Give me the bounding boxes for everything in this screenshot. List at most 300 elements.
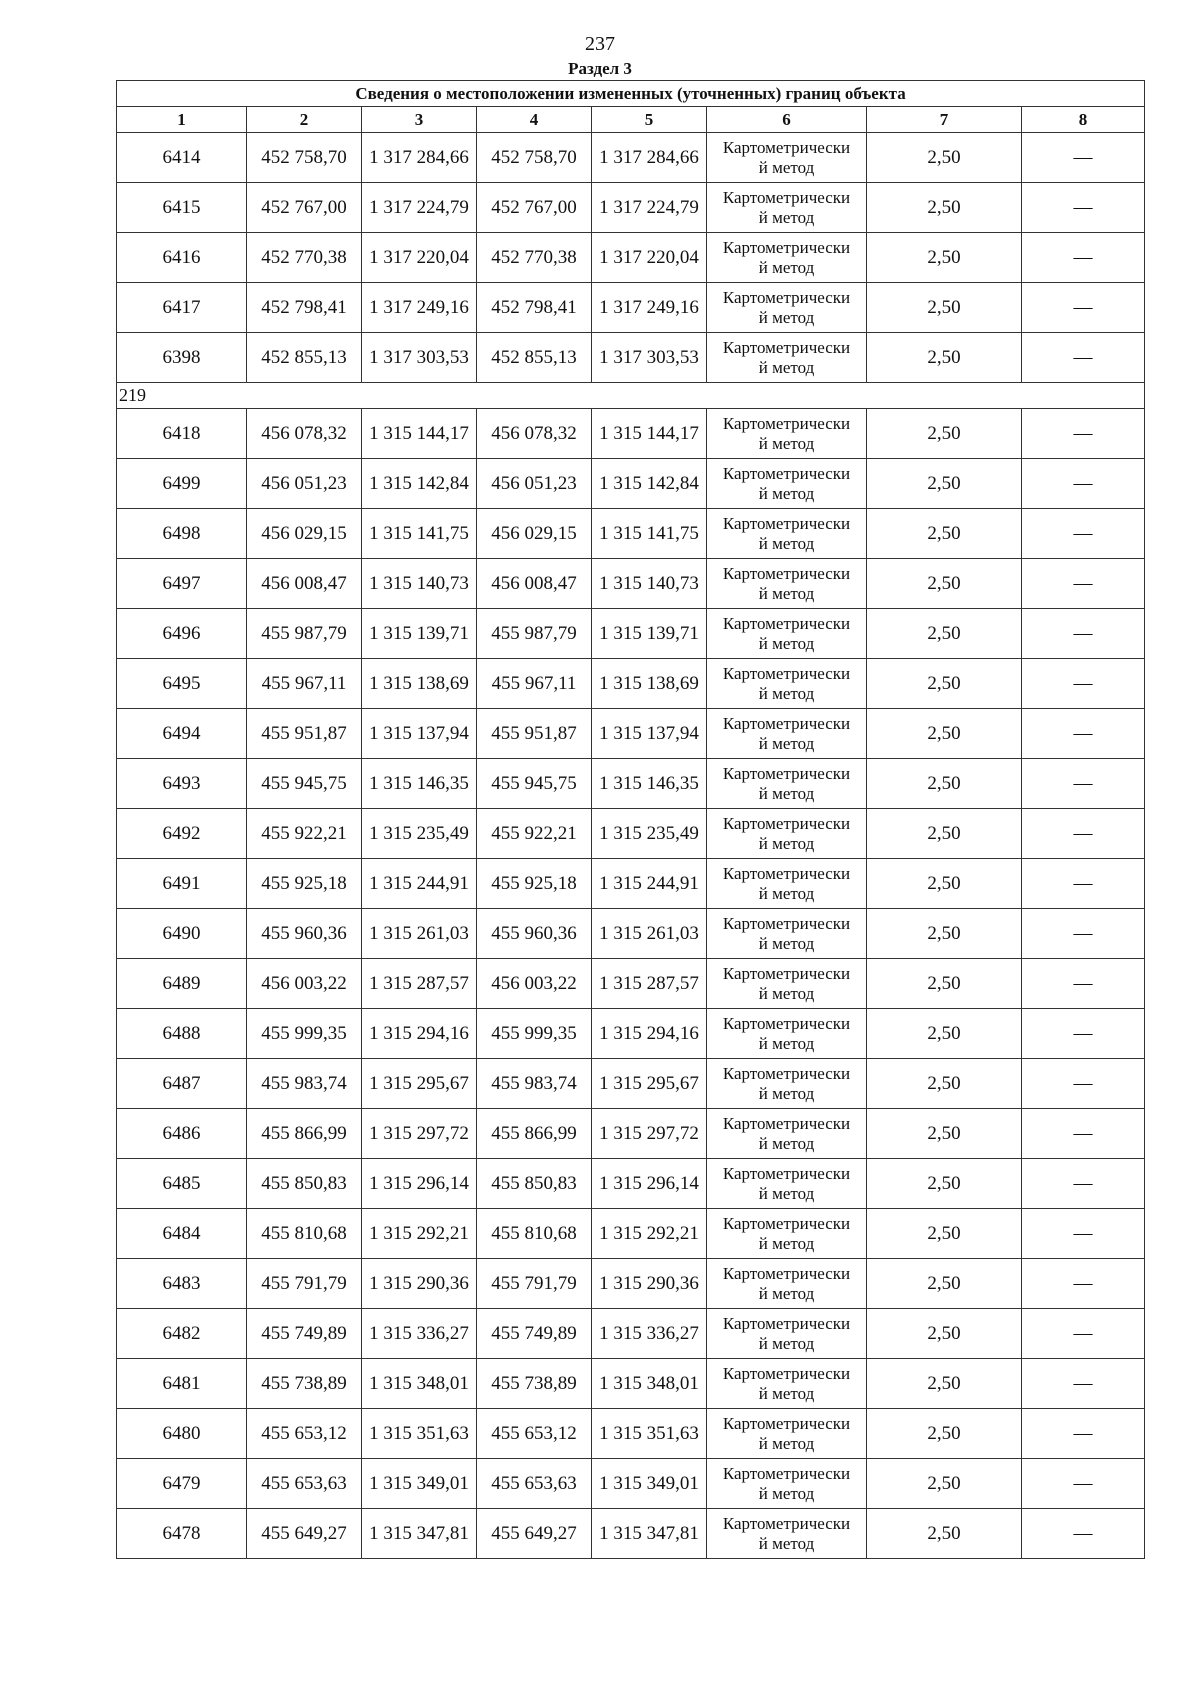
method-cell [707, 1509, 867, 1559]
x-new-cell: 456 008,47 [477, 559, 592, 609]
method-cell [707, 1259, 867, 1309]
method-text-line1: Картометрически [722, 1213, 851, 1233]
method-text-line1: Картометрически [722, 813, 851, 833]
method-cell [707, 1359, 867, 1409]
y-new-cell: 1 315 336,27 [592, 1309, 707, 1359]
method-text-line2: й метод [758, 1033, 815, 1053]
y-old-cell: 1 315 295,67 [362, 1059, 477, 1109]
method-text-line2: й метод [758, 683, 815, 703]
x-new-cell: 455 866,99 [477, 1109, 592, 1159]
description-cell: — [1022, 283, 1145, 333]
y-old-cell: 1 315 146,35 [362, 759, 477, 809]
page-number: 237 [585, 33, 615, 55]
precision-cell: 2,50 [867, 959, 1022, 1009]
method-cell [707, 233, 867, 283]
point-number-cell: 6487 [117, 1059, 247, 1109]
method-cell [707, 609, 867, 659]
method-text-line1: Картометрически [722, 1263, 851, 1283]
precision-cell: 2,50 [867, 233, 1022, 283]
x-old-cell: 455 866,99 [247, 1109, 362, 1159]
method-text-line1: Картометрически [722, 237, 851, 257]
point-number-cell: 6491 [117, 859, 247, 909]
point-number-cell: 6398 [117, 333, 247, 383]
x-old-cell: 455 738,89 [247, 1359, 362, 1409]
y-old-cell: 1 315 336,27 [362, 1309, 477, 1359]
precision-cell: 2,50 [867, 1159, 1022, 1209]
x-old-cell: 452 770,38 [247, 233, 362, 283]
x-old-cell: 456 003,22 [247, 959, 362, 1009]
x-new-cell: 455 983,74 [477, 1059, 592, 1109]
x-old-cell: 455 922,21 [247, 809, 362, 859]
x-new-cell: 455 925,18 [477, 859, 592, 909]
x-old-cell: 455 987,79 [247, 609, 362, 659]
method-text-line1: Картометрически [722, 1313, 851, 1333]
x-old-cell: 455 749,89 [247, 1309, 362, 1359]
description-cell: — [1022, 333, 1145, 383]
y-old-cell: 1 315 140,73 [362, 559, 477, 609]
table-row [117, 283, 1145, 333]
method-cell [707, 183, 867, 233]
description-cell: — [1022, 759, 1145, 809]
x-new-cell: 455 810,68 [477, 1209, 592, 1259]
table-row [117, 409, 1145, 459]
x-new-cell: 456 051,23 [477, 459, 592, 509]
x-old-cell: 455 983,74 [247, 1059, 362, 1109]
y-new-cell: 1 317 249,16 [592, 283, 707, 333]
y-new-cell: 1 315 144,17 [592, 409, 707, 459]
column-header: 4 [477, 107, 592, 133]
x-old-cell: 455 653,12 [247, 1409, 362, 1459]
x-new-cell: 455 999,35 [477, 1009, 592, 1059]
table-row [117, 183, 1145, 233]
method-text-line1: Картометрически [722, 413, 851, 433]
y-new-cell: 1 315 292,21 [592, 1209, 707, 1259]
table-row [117, 609, 1145, 659]
y-new-cell: 1 317 284,66 [592, 133, 707, 183]
x-old-cell: 455 960,36 [247, 909, 362, 959]
description-cell: — [1022, 609, 1145, 659]
column-header: 5 [592, 107, 707, 133]
x-old-cell: 452 767,00 [247, 183, 362, 233]
y-old-cell: 1 315 296,14 [362, 1159, 477, 1209]
method-text-line1: Картометрически [722, 663, 851, 683]
method-text-line2: й метод [758, 983, 815, 1003]
x-new-cell: 456 029,15 [477, 509, 592, 559]
method-text-line2: й метод [758, 1283, 815, 1303]
description-cell: — [1022, 1359, 1145, 1409]
method-text-line2: й метод [758, 1083, 815, 1103]
point-number-cell: 6494 [117, 709, 247, 759]
point-number-cell: 6484 [117, 1209, 247, 1259]
description-cell: — [1022, 1159, 1145, 1209]
y-new-cell: 1 315 139,71 [592, 609, 707, 659]
method-cell [707, 1109, 867, 1159]
point-number-cell: 6497 [117, 559, 247, 609]
y-old-cell: 1 315 142,84 [362, 459, 477, 509]
precision-cell: 2,50 [867, 1459, 1022, 1509]
x-new-cell: 455 922,21 [477, 809, 592, 859]
y-new-cell: 1 315 137,94 [592, 709, 707, 759]
description-cell: — [1022, 1459, 1145, 1509]
x-old-cell: 456 051,23 [247, 459, 362, 509]
y-old-cell: 1 315 287,57 [362, 959, 477, 1009]
y-old-cell: 1 315 144,17 [362, 409, 477, 459]
method-text-line2: й метод [758, 883, 815, 903]
method-text-line1: Картометрически [722, 287, 851, 307]
point-number-cell: 6498 [117, 509, 247, 559]
x-old-cell: 452 798,41 [247, 283, 362, 333]
point-number-cell: 6417 [117, 283, 247, 333]
point-number-cell: 6496 [117, 609, 247, 659]
x-new-cell: 452 758,70 [477, 133, 592, 183]
y-old-cell: 1 317 249,16 [362, 283, 477, 333]
y-old-cell: 1 315 138,69 [362, 659, 477, 709]
y-old-cell: 1 315 297,72 [362, 1109, 477, 1159]
y-new-cell: 1 315 297,72 [592, 1109, 707, 1159]
method-text-line1: Картометрически [722, 1363, 851, 1383]
table-row [117, 233, 1145, 283]
method-text-line2: й метод [758, 307, 815, 327]
method-text-line2: й метод [758, 1533, 815, 1553]
method-text-line1: Картометрически [722, 1063, 851, 1083]
method-cell [707, 459, 867, 509]
method-text-line2: й метод [758, 207, 815, 227]
method-text-line2: й метод [758, 1383, 815, 1403]
method-text-line2: й метод [758, 357, 815, 377]
method-text-line2: й метод [758, 433, 815, 453]
precision-cell: 2,50 [867, 759, 1022, 809]
y-new-cell: 1 315 138,69 [592, 659, 707, 709]
method-text-line2: й метод [758, 933, 815, 953]
precision-cell: 2,50 [867, 1009, 1022, 1059]
table-row [117, 559, 1145, 609]
description-cell: — [1022, 1309, 1145, 1359]
x-old-cell: 455 951,87 [247, 709, 362, 759]
method-text-line1: Картометрически [722, 187, 851, 207]
y-old-cell: 1 315 139,71 [362, 609, 477, 659]
column-header: 2 [247, 107, 362, 133]
description-cell: — [1022, 809, 1145, 859]
x-new-cell: 456 003,22 [477, 959, 592, 1009]
x-old-cell: 455 945,75 [247, 759, 362, 809]
table-row [117, 709, 1145, 759]
table-row [117, 1409, 1145, 1459]
precision-cell: 2,50 [867, 559, 1022, 609]
method-cell [707, 509, 867, 559]
y-old-cell: 1 315 294,16 [362, 1009, 477, 1059]
x-new-cell: 455 738,89 [477, 1359, 592, 1409]
y-old-cell: 1 315 261,03 [362, 909, 477, 959]
x-old-cell: 455 649,27 [247, 1509, 362, 1559]
y-new-cell: 1 315 351,63 [592, 1409, 707, 1459]
x-new-cell: 455 653,63 [477, 1459, 592, 1509]
x-new-cell: 455 960,36 [477, 909, 592, 959]
section-title: Раздел 3 [568, 59, 632, 78]
table-row [117, 1159, 1145, 1209]
precision-cell: 2,50 [867, 459, 1022, 509]
y-new-cell: 1 315 141,75 [592, 509, 707, 559]
method-text-line1: Картометрически [722, 863, 851, 883]
method-text-line2: й метод [758, 733, 815, 753]
x-old-cell: 455 850,83 [247, 1159, 362, 1209]
precision-cell: 2,50 [867, 1509, 1022, 1559]
method-text-line2: й метод [758, 257, 815, 277]
point-number-cell: 6489 [117, 959, 247, 1009]
precision-cell: 2,50 [867, 1209, 1022, 1259]
method-text-line2: й метод [758, 533, 815, 553]
table-row [117, 1459, 1145, 1509]
description-cell: — [1022, 959, 1145, 1009]
description-cell: — [1022, 1009, 1145, 1059]
point-number-cell: 6479 [117, 1459, 247, 1509]
precision-cell: 2,50 [867, 509, 1022, 559]
y-new-cell: 1 315 296,14 [592, 1159, 707, 1209]
table-row [117, 659, 1145, 709]
point-number-cell: 6483 [117, 1259, 247, 1309]
method-text-line1: Картометрически [722, 763, 851, 783]
table-row [117, 1309, 1145, 1359]
point-number-cell: 6481 [117, 1359, 247, 1409]
precision-cell: 2,50 [867, 659, 1022, 709]
table-row [117, 133, 1145, 183]
x-old-cell: 455 967,11 [247, 659, 362, 709]
description-cell: — [1022, 559, 1145, 609]
y-new-cell: 1 315 146,35 [592, 759, 707, 809]
precision-cell: 2,50 [867, 183, 1022, 233]
method-cell [707, 709, 867, 759]
y-new-cell: 1 315 261,03 [592, 909, 707, 959]
y-old-cell: 1 317 303,53 [362, 333, 477, 383]
method-text-line1: Картометрически [722, 1163, 851, 1183]
precision-cell: 2,50 [867, 709, 1022, 759]
description-cell: — [1022, 709, 1145, 759]
y-old-cell: 1 315 244,91 [362, 859, 477, 909]
y-new-cell: 1 315 235,49 [592, 809, 707, 859]
precision-cell: 2,50 [867, 859, 1022, 909]
y-old-cell: 1 315 349,01 [362, 1459, 477, 1509]
table-caption: Сведения о местоположении измененных (уточненных) границ объекта [117, 81, 1145, 107]
method-cell [707, 559, 867, 609]
precision-cell: 2,50 [867, 909, 1022, 959]
point-number-cell: 6482 [117, 1309, 247, 1359]
description-cell: — [1022, 233, 1145, 283]
description-cell: — [1022, 659, 1145, 709]
method-text-line2: й метод [758, 583, 815, 603]
method-text-line1: Картометрически [722, 1113, 851, 1133]
y-old-cell: 1 317 220,04 [362, 233, 477, 283]
column-header: 1 [117, 107, 247, 133]
table-row [117, 1059, 1145, 1109]
table-row [117, 1109, 1145, 1159]
method-text-line2: й метод [758, 1483, 815, 1503]
table-row [117, 1009, 1145, 1059]
column-header: 7 [867, 107, 1022, 133]
table-row [117, 1509, 1145, 1559]
point-number-cell: 6415 [117, 183, 247, 233]
method-text-line1: Картометрически [722, 963, 851, 983]
description-cell: — [1022, 1109, 1145, 1159]
precision-cell: 2,50 [867, 1259, 1022, 1309]
y-new-cell: 1 315 294,16 [592, 1009, 707, 1059]
method-text-line1: Картометрически [722, 1513, 851, 1533]
method-text-line1: Картометрически [722, 337, 851, 357]
method-cell [707, 133, 867, 183]
x-new-cell: 452 798,41 [477, 283, 592, 333]
y-new-cell: 1 317 224,79 [592, 183, 707, 233]
point-number-cell: 6485 [117, 1159, 247, 1209]
group-label: 219 [117, 383, 1145, 409]
point-number-cell: 6490 [117, 909, 247, 959]
description-cell: — [1022, 859, 1145, 909]
precision-cell: 2,50 [867, 283, 1022, 333]
y-new-cell: 1 315 142,84 [592, 459, 707, 509]
x-old-cell: 455 999,35 [247, 1009, 362, 1059]
precision-cell: 2,50 [867, 809, 1022, 859]
method-text-line2: й метод [758, 1333, 815, 1353]
method-text-line1: Картометрически [722, 613, 851, 633]
column-header: 3 [362, 107, 477, 133]
y-new-cell: 1 315 244,91 [592, 859, 707, 909]
precision-cell: 2,50 [867, 1309, 1022, 1359]
method-cell [707, 659, 867, 709]
method-cell [707, 1409, 867, 1459]
y-old-cell: 1 315 351,63 [362, 1409, 477, 1459]
precision-cell: 2,50 [867, 409, 1022, 459]
y-old-cell: 1 315 347,81 [362, 1509, 477, 1559]
y-old-cell: 1 315 137,94 [362, 709, 477, 759]
point-number-cell: 6418 [117, 409, 247, 459]
description-cell: — [1022, 183, 1145, 233]
precision-cell: 2,50 [867, 1109, 1022, 1159]
description-cell: — [1022, 133, 1145, 183]
method-text-line1: Картометрически [722, 513, 851, 533]
method-cell [707, 909, 867, 959]
x-old-cell: 452 855,13 [247, 333, 362, 383]
y-new-cell: 1 315 349,01 [592, 1459, 707, 1509]
method-text-line1: Картометрически [722, 1013, 851, 1033]
x-old-cell: 452 758,70 [247, 133, 362, 183]
table-row [117, 809, 1145, 859]
method-cell [707, 1459, 867, 1509]
precision-cell: 2,50 [867, 1409, 1022, 1459]
method-cell [707, 959, 867, 1009]
table-row [117, 959, 1145, 1009]
column-header-row [117, 107, 1145, 133]
method-cell [707, 333, 867, 383]
method-text-line2: й метод [758, 157, 815, 177]
x-old-cell: 455 791,79 [247, 1259, 362, 1309]
point-number-cell: 6499 [117, 459, 247, 509]
x-new-cell: 455 749,89 [477, 1309, 592, 1359]
precision-cell: 2,50 [867, 1359, 1022, 1409]
method-text-line1: Картометрически [722, 137, 851, 157]
y-old-cell: 1 315 292,21 [362, 1209, 477, 1259]
column-header: 8 [1022, 107, 1145, 133]
y-old-cell: 1 315 141,75 [362, 509, 477, 559]
point-number-cell: 6495 [117, 659, 247, 709]
y-old-cell: 1 315 290,36 [362, 1259, 477, 1309]
table-row [117, 759, 1145, 809]
column-header: 6 [707, 107, 867, 133]
point-number-cell: 6478 [117, 1509, 247, 1559]
method-text-line2: й метод [758, 1183, 815, 1203]
precision-cell: 2,50 [867, 609, 1022, 659]
y-old-cell: 1 315 235,49 [362, 809, 477, 859]
method-text-line2: й метод [758, 633, 815, 653]
description-cell: — [1022, 459, 1145, 509]
method-text-line2: й метод [758, 833, 815, 853]
description-cell: — [1022, 909, 1145, 959]
method-cell [707, 809, 867, 859]
table-row [117, 1359, 1145, 1409]
x-old-cell: 456 029,15 [247, 509, 362, 559]
x-new-cell: 455 791,79 [477, 1259, 592, 1309]
method-text-line1: Картометрически [722, 463, 851, 483]
point-number-cell: 6492 [117, 809, 247, 859]
y-old-cell: 1 315 348,01 [362, 1359, 477, 1409]
y-new-cell: 1 315 290,36 [592, 1259, 707, 1309]
description-cell: — [1022, 509, 1145, 559]
x-old-cell: 456 008,47 [247, 559, 362, 609]
y-new-cell: 1 315 295,67 [592, 1059, 707, 1109]
point-number-cell: 6416 [117, 233, 247, 283]
x-new-cell: 455 649,27 [477, 1509, 592, 1559]
x-new-cell: 455 653,12 [477, 1409, 592, 1459]
x-new-cell: 455 945,75 [477, 759, 592, 809]
method-cell [707, 283, 867, 333]
method-text-line2: й метод [758, 483, 815, 503]
precision-cell: 2,50 [867, 333, 1022, 383]
y-old-cell: 1 317 224,79 [362, 183, 477, 233]
x-old-cell: 455 653,63 [247, 1459, 362, 1509]
description-cell: — [1022, 1509, 1145, 1559]
table-row [117, 1259, 1145, 1309]
precision-cell: 2,50 [867, 133, 1022, 183]
description-cell: — [1022, 1259, 1145, 1309]
x-old-cell: 455 810,68 [247, 1209, 362, 1259]
x-new-cell: 455 967,11 [477, 659, 592, 709]
point-number-cell: 6480 [117, 1409, 247, 1459]
method-text-line2: й метод [758, 1233, 815, 1253]
x-new-cell: 455 951,87 [477, 709, 592, 759]
point-number-cell: 6488 [117, 1009, 247, 1059]
table-row [117, 333, 1145, 383]
method-text-line2: й метод [758, 783, 815, 803]
method-cell [707, 1009, 867, 1059]
method-text-line1: Картометрически [722, 913, 851, 933]
table-row [117, 459, 1145, 509]
y-new-cell: 1 317 303,53 [592, 333, 707, 383]
method-cell [707, 1059, 867, 1109]
method-cell [707, 1309, 867, 1359]
method-text-line1: Картометрически [722, 713, 851, 733]
y-old-cell: 1 317 284,66 [362, 133, 477, 183]
y-new-cell: 1 315 140,73 [592, 559, 707, 609]
y-new-cell: 1 315 287,57 [592, 959, 707, 1009]
x-new-cell: 452 855,13 [477, 333, 592, 383]
table-row [117, 859, 1145, 909]
description-cell: — [1022, 1059, 1145, 1109]
table-caption-row [117, 81, 1145, 107]
method-cell [707, 1209, 867, 1259]
method-text-line2: й метод [758, 1133, 815, 1153]
precision-cell: 2,50 [867, 1059, 1022, 1109]
method-cell [707, 759, 867, 809]
x-new-cell: 455 850,83 [477, 1159, 592, 1209]
point-number-cell: 6493 [117, 759, 247, 809]
table-row [117, 1209, 1145, 1259]
method-text-line1: Картометрически [722, 1463, 851, 1483]
